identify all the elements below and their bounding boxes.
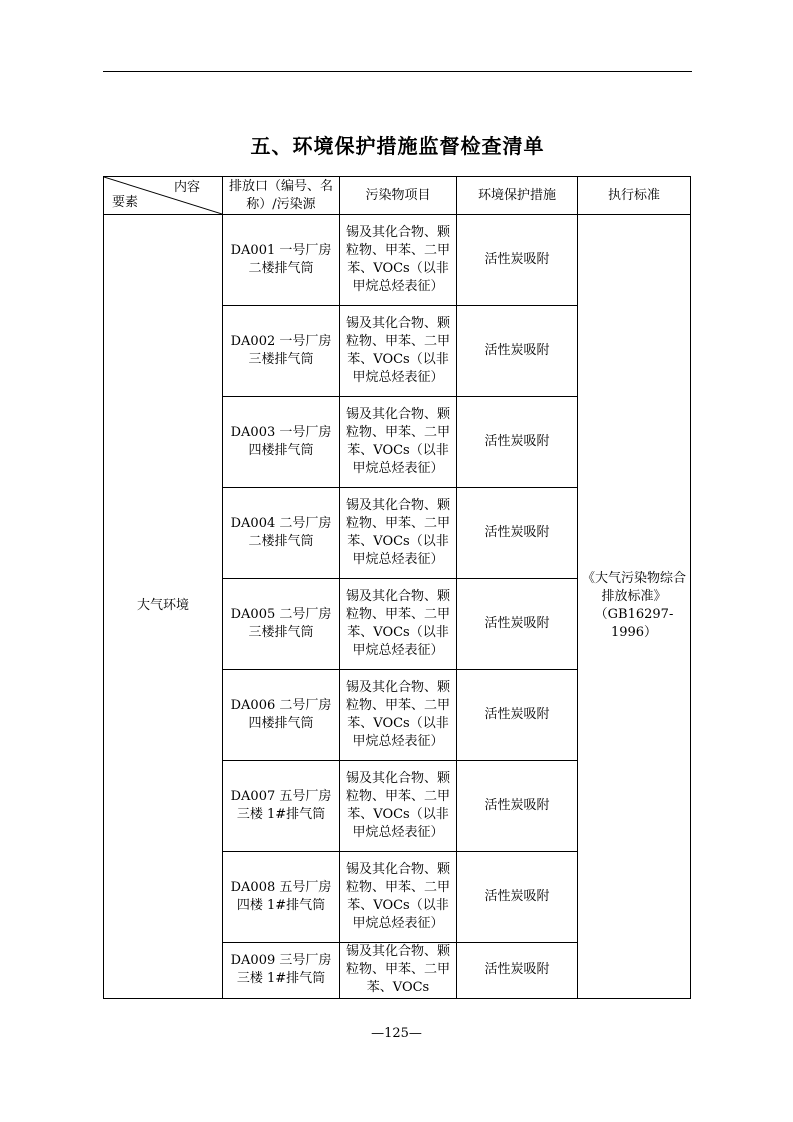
table-row (104, 215, 691, 306)
pollutant-cell: 锡及其化合物、颗粒物、甲苯、二甲苯、VOCs（以非甲烷总烃表征） (340, 488, 457, 579)
header-content-label: 内容 (173, 180, 200, 195)
table-header-row (104, 177, 691, 215)
measure-cell: 活性炭吸附 (457, 215, 578, 306)
header-rule (103, 71, 692, 72)
measure-cell: 活性炭吸附 (457, 943, 578, 999)
source-cell: DA001 一号厂房二楼排气筒 (223, 215, 340, 306)
source-cell: DA005 二号厂房三楼排气筒 (223, 579, 340, 670)
source-cell: DA003 一号厂房四楼排气筒 (223, 397, 340, 488)
pollutant-cell: 锡及其化合物、颗粒物、甲苯、二甲苯、VOCs（以非甲烷总烃表征） (340, 215, 457, 306)
page-title: 五、环境保护措施监督检查清单 (250, 134, 545, 158)
pollutant-cell: 锡及其化合物、颗粒物、甲苯、二甲苯、VOCs（以非甲烷总烃表征） (340, 579, 457, 670)
pollutant-cell: 锡及其化合物、颗粒物、甲苯、二甲苯、VOCs（以非甲烷总烃表征） (340, 761, 457, 852)
pollutant-cell: 锡及其化合物、颗粒物、甲苯、二甲苯、VOCs（以非甲烷总烃表征） (340, 306, 457, 397)
page-number: —125— (371, 1026, 422, 1041)
measure-cell: 活性炭吸附 (457, 852, 578, 943)
source-cell: DA006 二号厂房四楼排气筒 (223, 670, 340, 761)
source-cell: DA007 五号厂房三楼 1#排气筒 (223, 761, 340, 852)
header-standard: 执行标准 (578, 177, 691, 215)
pollutant-cell: 锡及其化合物、颗粒物、甲苯、二甲苯、VOCs (340, 943, 457, 999)
measure-cell: 活性炭吸附 (457, 579, 578, 670)
source-cell: DA002 一号厂房三楼排气筒 (223, 306, 340, 397)
header-pollutant: 污染物项目 (340, 177, 457, 215)
measure-cell: 活性炭吸附 (457, 488, 578, 579)
pollutant-cell: 锡及其化合物、颗粒物、甲苯、二甲苯、VOCs（以非甲烷总烃表征） (340, 670, 457, 761)
measure-cell: 活性炭吸附 (457, 670, 578, 761)
header-element-label: 要素 (112, 195, 139, 210)
pollutant-cell: 锡及其化合物、颗粒物、甲苯、二甲苯、VOCs（以非甲烷总烃表征） (340, 397, 457, 488)
measure-cell: 活性炭吸附 (457, 306, 578, 397)
source-cell: DA004 二号厂房二楼排气筒 (223, 488, 340, 579)
source-cell: DA009 三号厂房三楼 1#排气筒 (223, 943, 340, 999)
header-measure: 环境保护措施 (457, 177, 578, 215)
inspection-table (103, 176, 691, 999)
standard-cell: 《大气污染物综合排放标准》（GB16297-1996） (578, 215, 691, 999)
measure-cell: 活性炭吸附 (457, 397, 578, 488)
source-cell: DA008 五号厂房四楼 1#排气筒 (223, 852, 340, 943)
measure-cell: 活性炭吸附 (457, 761, 578, 852)
header-source: 排放口（编号、名称）/污染源 (223, 177, 340, 215)
pollutant-cell: 锡及其化合物、颗粒物、甲苯、二甲苯、VOCs（以非甲烷总烃表征） (340, 852, 457, 943)
element-cell: 大气环境 (104, 215, 223, 999)
diagonal-header-cell (104, 177, 223, 215)
